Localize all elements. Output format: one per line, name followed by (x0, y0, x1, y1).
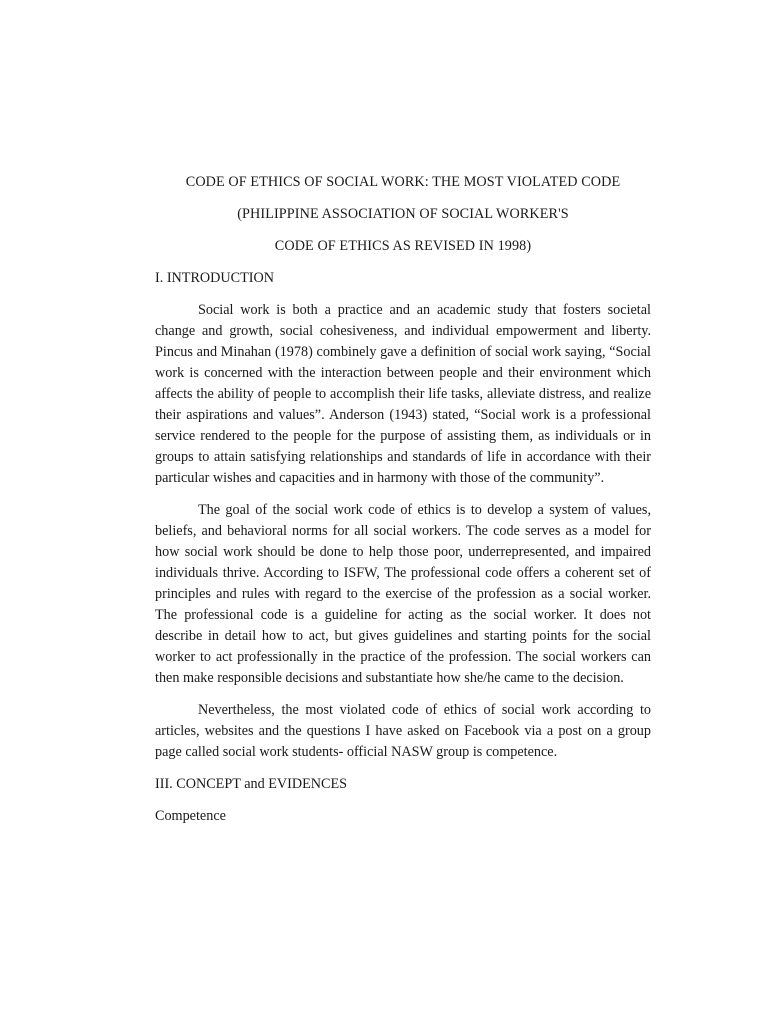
subheading-competence: Competence (155, 808, 226, 824)
section-heading-concept-evidences: III. CONCEPT and EVIDENCES (155, 776, 348, 792)
paragraph-3: Nevertheless, the most violated code of ethics of social work according to articles, websites and the questions I have asked on Facebook via a post on a group page called social work students- official NASW group is competence. (155, 702, 651, 760)
paragraph-1: Social work is both a practice and an academic study that fosters societal change and growth, social cohesiveness, and individual empowerment and liberty. Pincus and Minahan (1978) combinely gave a definition of social work saying, “Social work is concerned with the interaction between people and their environment which affects the ability of people to accomplish their life tasks, alleviate distress, and realize their aspirations and values”. Anderson (1943) stated, “Social work is a professional service rendered to the people for the purpose of assisting them, as individuals or in groups to attain satisfying relationships and standards of life in accordance with their particular wishes and capacities and in harmony with those of the community”. (155, 302, 651, 486)
section-heading-introduction: I. INTRODUCTION (155, 270, 275, 286)
paragraph-2: The goal of the social work code of ethics is to develop a system of values, beliefs, and behavioral norms for all social workers. The code serves as a model for how social work should be done to help those poor, underrepresented, and impaired individuals thrive. According to ISFW, The professional code offers a coherent set of principles and rules with regard to the exercise of the profession as a social worker. The professional code is a guideline for acting as the social worker. It does not describe in detail how to act, but gives guidelines and starting points for the social worker to act professionally in the practice of the profession. The social workers can then make responsible decisions and substantiate how she/he came to the decision. (155, 502, 651, 686)
document-title-line-3: CODE OF ETHICS AS REVISED IN 1998) (274, 238, 532, 254)
document-title-line-1: CODE OF ETHICS OF SOCIAL WORK: THE MOST VIOLATED CODE (185, 174, 621, 190)
document-title-line-2: (PHILIPPINE ASSOCIATION OF SOCIAL WORKER'S (237, 206, 569, 222)
document-page (155, 172, 651, 827)
